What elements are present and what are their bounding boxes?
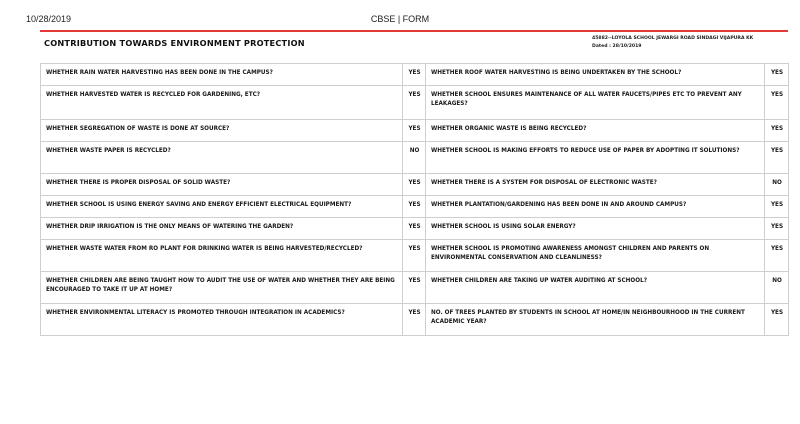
question-right: WHETHER ORGANIC WASTE IS BEING RECYCLED? (426, 120, 765, 142)
print-title: CBSE | FORM (370, 14, 430, 24)
answer-left: YES (403, 196, 426, 218)
question-right: NO. OF TREES PLANTED BY STUDENTS IN SCHOOL AT HOME/IN NEIGHBOURHOOD IN THE CURRENT ACADEMIC YEAR? (426, 304, 765, 336)
answer-right: YES (765, 196, 789, 218)
question-right: WHETHER PLANTATION/GARDENING HAS BEEN DONE IN AND AROUND CAMPUS? (426, 196, 765, 218)
answer-left: YES (403, 64, 426, 86)
answer-left: YES (403, 86, 426, 120)
table-row (41, 218, 789, 240)
question-left: WHETHER SCHOOL IS USING ENERGY SAVING AND ENERGY EFFICIENT ELECTRICAL EQUIPMENT? (41, 196, 403, 218)
table-row (41, 142, 789, 174)
dated-label: Dated : 28/10/2019 (592, 44, 642, 49)
form-title: CONTRIBUTION TOWARDS ENVIRONMENT PROTECTION (44, 38, 305, 48)
table-row (41, 174, 789, 196)
answer-right: NO (765, 174, 789, 196)
question-right: WHETHER SCHOOL ENSURES MAINTENANCE OF ALL WATER FAUCETS/PIPES ETC TO PREVENT ANY LEAKAGES? (426, 86, 765, 120)
answer-right: YES (765, 304, 789, 336)
answer-left: YES (403, 174, 426, 196)
answer-right: YES (765, 86, 789, 120)
table-row (41, 86, 789, 120)
question-left: WHETHER CHILDREN ARE BEING TAUGHT HOW TO AUDIT THE USE OF WATER AND WHETHER THEY ARE BEING ENCOURAGED TO TAKE IT UP AT HOME? (41, 272, 403, 304)
question-left: WHETHER ENVIRONMENTAL LITERACY IS PROMOTED THROUGH INTEGRATION IN ACADEMICS? (41, 304, 403, 336)
question-right: WHETHER SCHOOL IS PROMOTING AWARENESS AMONGST CHILDREN AND PARENTS ON ENVIRONMENTAL CONSERVATION AND CLEANLINESS? (426, 240, 765, 272)
answer-left: NO (403, 142, 426, 174)
print-header (0, 0, 800, 30)
question-left: WHETHER WASTE PAPER IS RECYCLED? (41, 142, 403, 174)
question-right: WHETHER THERE IS A SYSTEM FOR DISPOSAL OF ELECTRONIC WASTE? (426, 174, 765, 196)
table-row (41, 240, 789, 272)
question-left: WHETHER HARVESTED WATER IS RECYCLED FOR GARDENING, ETC? (41, 86, 403, 120)
table-row (41, 304, 789, 336)
answer-right: YES (765, 142, 789, 174)
answer-left: YES (403, 218, 426, 240)
table-row (41, 196, 789, 218)
question-right: WHETHER CHILDREN ARE TAKING UP WATER AUDITING AT SCHOOL? (426, 272, 765, 304)
school-info (592, 35, 782, 51)
answer-left: YES (403, 240, 426, 272)
question-right: WHETHER SCHOOL IS USING SOLAR ENERGY? (426, 218, 765, 240)
answer-right: YES (765, 240, 789, 272)
question-left: WHETHER DRIP IRRIGATION IS THE ONLY MEANS OF WATERING THE GARDEN? (41, 218, 403, 240)
question-left: WHETHER RAIN WATER HARVESTING HAS BEEN DONE IN THE CAMPUS? (41, 64, 403, 86)
question-left: WHETHER WASTE WATER FROM RO PLANT FOR DRINKING WATER IS BEING HARVESTED/RECYCLED? (41, 240, 403, 272)
answer-left: YES (403, 304, 426, 336)
answer-right: YES (765, 120, 789, 142)
question-left: WHETHER SEGREGATION OF WASTE IS DONE AT SOURCE? (41, 120, 403, 142)
question-right: WHETHER SCHOOL IS MAKING EFFORTS TO REDUCE USE OF PAPER BY ADOPTING IT SOLUTIONS? (426, 142, 765, 174)
table-row (41, 272, 789, 304)
answer-left: YES (403, 272, 426, 304)
answer-right: NO (765, 272, 789, 304)
print-date: 10/28/2019 (26, 14, 72, 24)
question-left: WHETHER THERE IS PROPER DISPOSAL OF SOLID WASTE? (41, 174, 403, 196)
answer-right: YES (765, 64, 789, 86)
table-row (41, 64, 789, 86)
form-header (40, 30, 788, 56)
questions-table (40, 63, 789, 336)
table-row (41, 120, 789, 142)
school-name: 45882--LOYOLA SCHOOL JEWARGI ROAD SINDAGI VIJAPURA KK (592, 36, 754, 41)
answer-right: YES (765, 218, 789, 240)
question-right: WHETHER ROOF WATER HARVESTING IS BEING UNDERTAKEN BY THE SCHOOL? (426, 64, 765, 86)
answer-left: YES (403, 120, 426, 142)
